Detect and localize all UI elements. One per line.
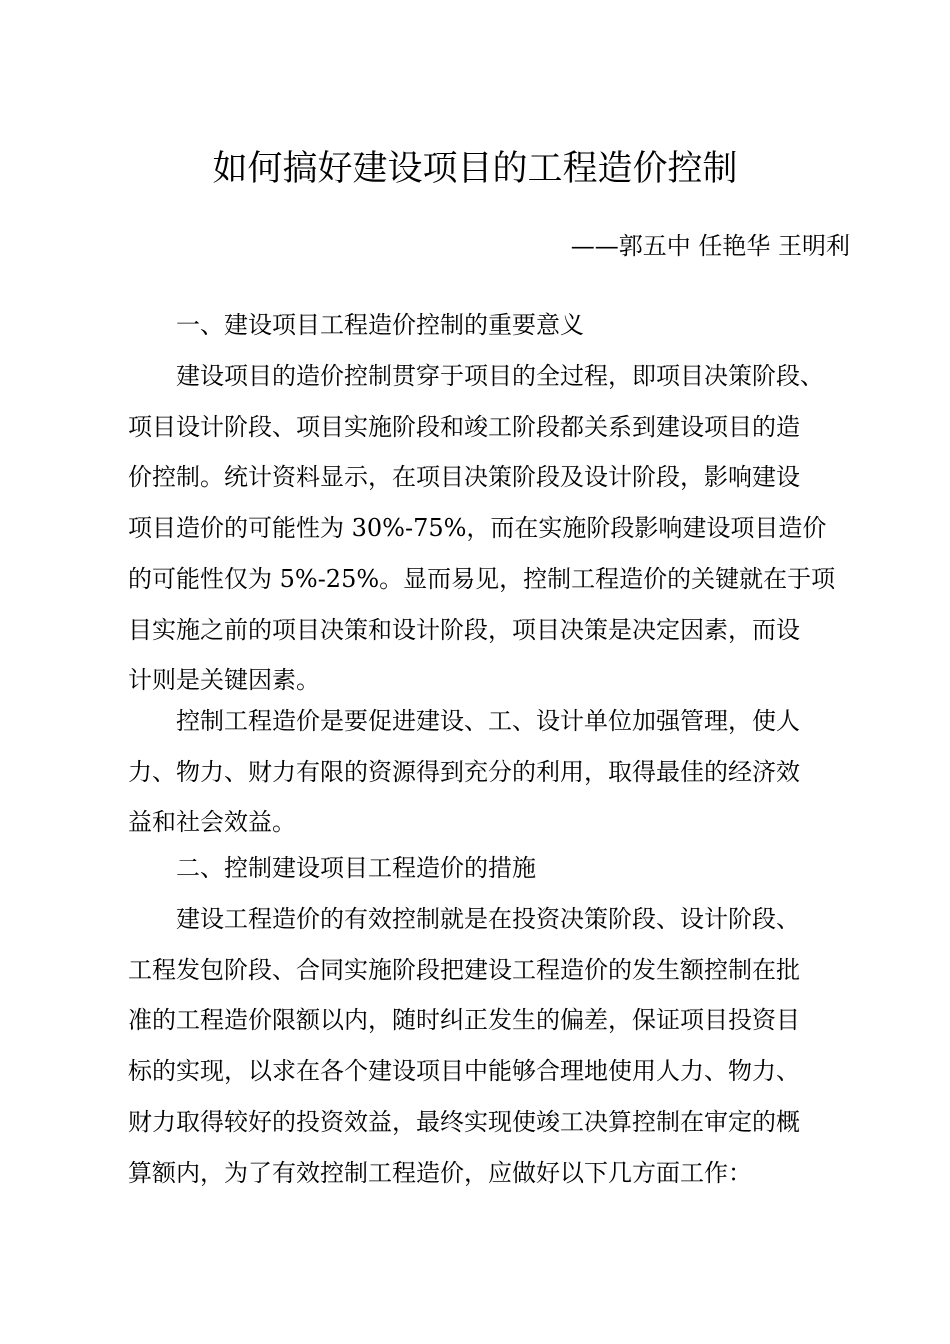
paragraph-1-line: 价控制。统计资料显示，在项目决策阶段及设计阶段，影响建设 — [128, 463, 800, 492]
paragraph-2-line: 控制工程造价是要促进建设、工、设计单位加强管理，使人 — [176, 707, 800, 735]
author-byline: ——郭五中 任艳华 王明利 — [570, 232, 850, 260]
paragraph-1-line: 项目造价的可能性为 30%-75%，而在实施阶段影响建设项目造价 — [128, 514, 827, 543]
paragraph-3-line: 准的工程造价限额以内，随时纠正发生的偏差，保证项目投资目 — [128, 1006, 800, 1035]
paragraph-2 — [128, 696, 852, 848]
paragraph-1-line: 目实施之前的项目决策和设计阶段，项目决策是决定因素，而设 — [128, 615, 800, 644]
paragraph-1 — [128, 351, 852, 706]
paragraph-3-line: 算额内，为了有效控制工程造价，应做好以下几方面工作： — [128, 1158, 752, 1187]
paragraph-1-line: 的可能性仅为 5%-25%。显而易见，控制工程造价的关键就在于项 — [128, 564, 836, 593]
paragraph-3 — [128, 894, 852, 1198]
paragraph-3-line: 财力取得较好的投资效益，最终实现使竣工决算控制在审定的概 — [128, 1107, 800, 1136]
paragraph-1-line: 计则是关键因素。 — [128, 666, 320, 695]
document-title: 如何搞好建设项目的工程造价控制 — [212, 149, 738, 189]
section-heading-2 — [128, 843, 852, 894]
paragraph-2-line: 力、物力、财力有限的资源得到充分的利用，取得最佳的经济效 — [128, 757, 800, 786]
paragraph-3-line: 工程发包阶段、合同实施阶段把建设工程造价的发生额控制在批 — [128, 955, 800, 984]
section-heading-1 — [128, 300, 852, 351]
paragraph-1-line: 项目设计阶段、项目实施阶段和竣工阶段都关系到建设项目的造 — [128, 412, 800, 441]
paragraph-2-line: 益和社会效益。 — [128, 808, 296, 837]
paragraph-1-line: 建设项目的造价控制贯穿于项目的全过程，即项目决策阶段、 — [176, 362, 824, 390]
section-heading-2-text: 二、控制建设项目工程造价的措施 — [176, 854, 536, 882]
paragraph-3-line: 建设工程造价的有效控制就是在投资决策阶段、设计阶段、 — [176, 905, 800, 933]
paragraph-3-line: 标的实现，以求在各个建设项目中能够合理地使用人力、物力、 — [128, 1057, 800, 1086]
section-heading-1-text: 一、建设项目工程造价控制的重要意义 — [176, 311, 584, 339]
